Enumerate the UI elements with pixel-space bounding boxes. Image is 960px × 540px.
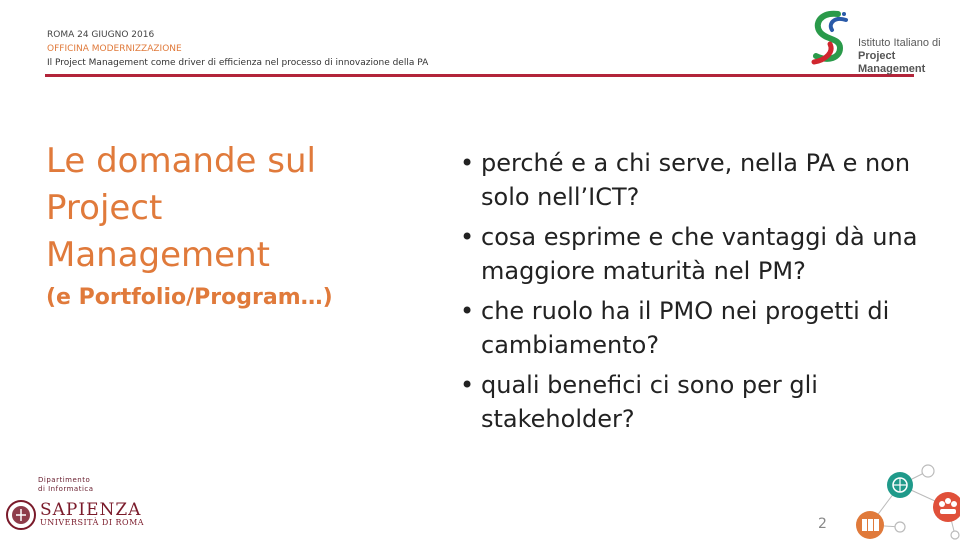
team-icon (933, 492, 960, 522)
logo-line2: Project Management (858, 50, 926, 75)
globe-icon (887, 472, 913, 498)
title-subtitle: (e Portfolio/Program…) (46, 285, 333, 310)
header-divider (45, 74, 914, 77)
list-item (460, 368, 930, 436)
list-item-text: che ruolo ha il PMO nei progetti di cambiamento? (481, 297, 890, 359)
list-item-text: cosa esprime e che vantaggi dà una maggiore maturità nel PM? (481, 223, 918, 285)
page-number: 2 (818, 516, 827, 532)
title-line1: Le domande sul (46, 141, 316, 181)
slide-title (46, 138, 426, 313)
dept-line2: di Informatica (38, 485, 94, 493)
bullet-marker: • (460, 371, 475, 399)
title-line2: Project (46, 188, 163, 228)
university-name: SAPIENZA (40, 500, 142, 520)
bullet-marker: • (460, 297, 475, 325)
bullet-marker: • (460, 223, 475, 251)
university-subtitle: UNIVERSITÀ DI ROMA (40, 518, 145, 527)
isipm-logo-text (858, 37, 958, 76)
bullet-marker: • (460, 149, 475, 177)
list-item-text: quali benefici ci sono per gli stakeholder? (481, 371, 818, 433)
header-date: ROMA 24 GIUGNO 2016 (47, 30, 155, 40)
slide-header (47, 28, 428, 70)
list-item (460, 146, 930, 214)
list-item (460, 220, 930, 288)
documents-icon (856, 511, 884, 539)
title-line3: Management (46, 235, 270, 275)
question-list (460, 146, 930, 442)
isipm-logo (800, 4, 958, 75)
list-item (460, 294, 930, 362)
dept-line1: Dipartimento (38, 476, 91, 484)
header-topic: Il Project Management come driver di efficienza nel processo di innovazione della PA (47, 58, 429, 68)
department-label (38, 476, 94, 494)
isipm-logo-icon (800, 4, 860, 72)
network-icons-decoration (840, 455, 960, 540)
logo-line1: Istituto Italiano di (858, 37, 941, 49)
list-item-text: perché e a chi serve, nella PA e non solo nell’ICT? (481, 149, 911, 211)
header-event: OFFICINA MODERNIZZAZIONE (47, 44, 182, 54)
